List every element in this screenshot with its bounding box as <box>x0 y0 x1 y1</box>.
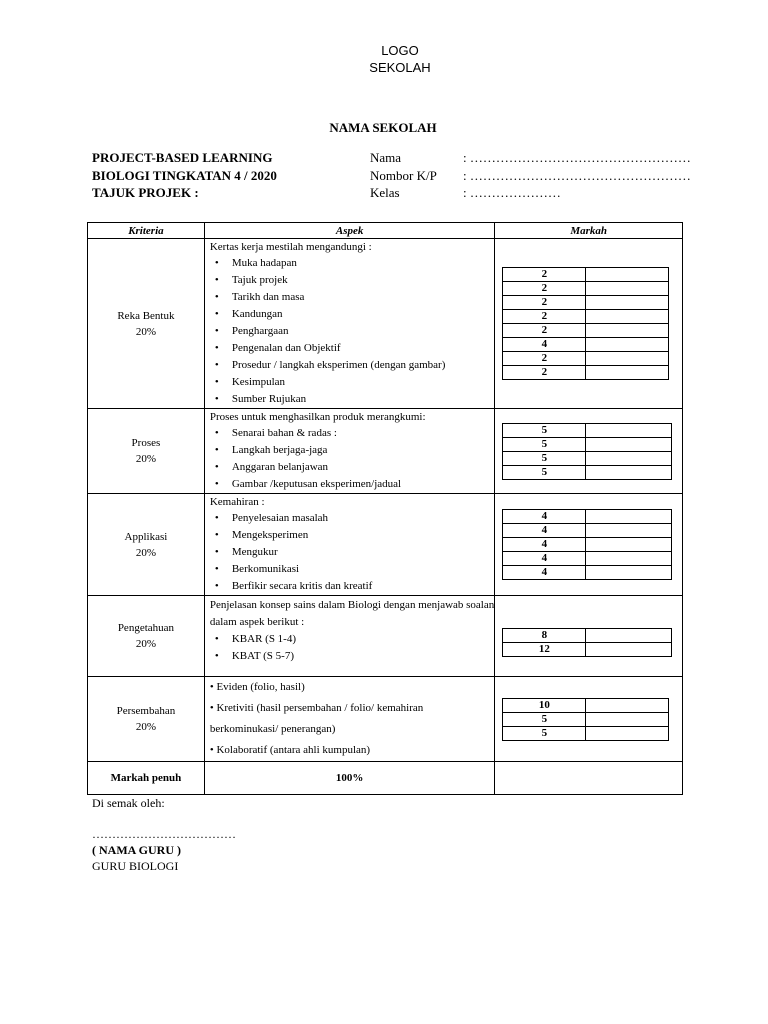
score-box[interactable] <box>586 423 672 437</box>
checked-by-label: Di semak oleh: <box>92 796 165 810</box>
aspect-cell <box>204 239 495 409</box>
score-box[interactable] <box>586 282 669 296</box>
score-box[interactable] <box>586 712 669 726</box>
criterion-cell <box>88 494 205 596</box>
score-box[interactable] <box>586 698 669 712</box>
criterion-cell <box>88 677 205 762</box>
marks-cell <box>495 409 683 494</box>
score-box[interactable] <box>586 628 672 642</box>
total-label: Markah penuh <box>88 762 205 795</box>
aspect-intro: Penjelasan konsep sains dalam Biologi dengan menjawab soalan dalam aspek berikut : <box>209 599 495 628</box>
signature-line: ……………………………… <box>92 827 236 841</box>
aspect-list <box>210 425 495 493</box>
mark-value: 5 <box>503 423 586 437</box>
list-item: • Anggaran belanjawan <box>210 459 495 476</box>
field-label-nama: Nama <box>370 150 402 165</box>
score-box[interactable] <box>586 552 672 566</box>
mark-value: 5 <box>503 437 586 451</box>
score-box[interactable] <box>586 437 672 451</box>
table-row <box>88 596 683 677</box>
total-row <box>88 762 683 795</box>
criterion-percent: 20% <box>135 546 156 559</box>
aspect-intro: Proses untuk menghasilkan produk merangkumi: <box>209 411 426 423</box>
aspect-item: • Kolaboratif (antara ahli kumpulan) <box>209 744 371 756</box>
logo-line-2: SEKOLAH <box>369 60 431 75</box>
table-row <box>88 677 683 762</box>
score-box[interactable] <box>586 642 672 656</box>
score-box[interactable] <box>586 465 672 479</box>
criterion-percent: 20% <box>135 638 156 650</box>
logo-placeholder <box>0 42 768 76</box>
field-value-nombor-kp: : …………………………………………… <box>463 168 691 183</box>
field-label-kelas: Kelas <box>370 185 400 200</box>
list-item: • Mengukur <box>210 544 495 561</box>
mark-value: 4 <box>503 524 586 538</box>
header-title-1: PROJECT-BASED LEARNING <box>92 150 273 165</box>
total-value: 100% <box>204 762 495 795</box>
field-value-nama: : …………………………………………… <box>463 150 691 165</box>
score-box[interactable] <box>586 366 669 380</box>
aspect-cell <box>204 596 495 677</box>
criterion-name: Applikasi <box>124 530 168 543</box>
mark-value: 2 <box>503 282 586 296</box>
list-item: • Berkomunikasi <box>210 561 495 578</box>
list-item: • Penghargaan <box>210 323 495 340</box>
list-item: • Senarai bahan & radas : <box>210 425 495 442</box>
list-item: • Kandungan <box>210 306 495 323</box>
mark-value: 4 <box>503 338 586 352</box>
score-box[interactable] <box>586 566 672 580</box>
score-box[interactable] <box>586 268 669 282</box>
mark-value: 5 <box>503 465 586 479</box>
header-kriteria: Kriteria <box>88 223 205 239</box>
criterion-percent: 20% <box>135 453 156 465</box>
mark-value: 2 <box>503 352 586 366</box>
criterion-name: Proses <box>131 437 161 449</box>
list-item: • Berfikir secara kritis dan kreatif <box>210 578 495 595</box>
aspect-intro: Kemahiran : <box>209 496 265 508</box>
score-box[interactable] <box>586 524 672 538</box>
marks-cell <box>495 677 683 762</box>
mark-value: 5 <box>503 726 586 740</box>
mark-value: 4 <box>503 538 586 552</box>
list-item: • Tajuk projek <box>210 272 495 289</box>
aspect-cell <box>204 494 495 596</box>
list-item: • Pengenalan dan Objektif <box>210 340 495 357</box>
table-header-row <box>88 223 683 239</box>
marks-cell <box>495 494 683 596</box>
mark-value: 2 <box>503 324 586 338</box>
score-box[interactable] <box>586 296 669 310</box>
criterion-name: Reka Bentuk <box>117 309 175 322</box>
list-item: • Tarikh dan masa <box>210 289 495 306</box>
mark-value: 4 <box>503 510 586 524</box>
list-item: • Prosedur / langkah eksperimen (dengan gambar) <box>210 357 495 374</box>
aspect-item: • Eviden (folio, hasil) <box>209 681 305 693</box>
field-label-nombor-kp: Nombor K/P <box>370 168 437 183</box>
mark-value: 2 <box>503 310 586 324</box>
marks-table <box>502 509 672 580</box>
mark-value: 5 <box>503 451 586 465</box>
mark-value: 2 <box>503 296 586 310</box>
mark-value: 4 <box>503 552 586 566</box>
logo-line-1: LOGO <box>381 43 419 58</box>
mark-value: 5 <box>503 712 586 726</box>
table-row <box>88 494 683 596</box>
teacher-title: GURU BIOLOGI <box>92 859 179 873</box>
score-box[interactable] <box>586 338 669 352</box>
mark-value: 2 <box>503 366 586 380</box>
score-box[interactable] <box>586 310 669 324</box>
aspect-cell <box>204 409 495 494</box>
header-aspek: Aspek <box>204 223 495 239</box>
score-box[interactable] <box>586 726 669 740</box>
header-title-3: TAJUK PROJEK : <box>92 185 199 200</box>
marks-cell <box>495 596 683 677</box>
score-box[interactable] <box>586 510 672 524</box>
field-value-kelas: : ………………… <box>463 185 561 200</box>
list-item: • Muka hadapan <box>210 255 495 272</box>
criterion-cell <box>88 596 205 677</box>
header-title-2: BIOLOGI TINGKATAN 4 / 2020 <box>92 168 277 183</box>
teacher-name: ( NAMA GURU ) <box>92 843 181 857</box>
criterion-cell <box>88 239 205 409</box>
marks-table <box>502 423 672 480</box>
aspect-list <box>210 510 495 595</box>
list-item: • Sumber Rujukan <box>210 391 495 408</box>
list-item: • Mengeksperimen <box>210 527 495 544</box>
list-item: • KBAT (S 5-7) <box>210 648 495 665</box>
list-item: • Gambar /keputusan eksperimen/jadual <box>210 476 495 493</box>
criterion-cell <box>88 409 205 494</box>
mark-value: 2 <box>503 268 586 282</box>
criterion-percent: 20% <box>135 325 156 338</box>
score-box[interactable] <box>586 324 669 338</box>
marks-cell <box>495 239 683 409</box>
criterion-percent: 20% <box>135 721 156 733</box>
mark-value: 12 <box>503 642 586 656</box>
header-markah: Markah <box>495 223 683 239</box>
mark-value: 8 <box>503 628 586 642</box>
table-row <box>88 239 683 409</box>
aspect-intro: Kertas kerja mestilah mengandungi : <box>209 241 372 253</box>
aspect-list <box>210 631 495 665</box>
aspect-item: • Kretiviti (hasil persembahan / folio/ kemahiran berkominukasi/ penerangan) <box>209 702 424 735</box>
criterion-name: Persembahan <box>116 705 176 717</box>
rubric-table <box>87 222 683 795</box>
list-item: • Penyelesaian masalah <box>210 510 495 527</box>
criterion-name: Pengetahuan <box>117 622 175 634</box>
marks-table <box>502 698 669 741</box>
list-item: • Langkah berjaga-jaga <box>210 442 495 459</box>
total-score-cell[interactable] <box>495 762 683 795</box>
school-name: NAMA SEKOLAH <box>329 120 437 135</box>
list-item: • KBAR (S 1-4) <box>210 631 495 648</box>
aspect-cell <box>204 677 495 762</box>
marks-table <box>502 628 672 657</box>
mark-value: 10 <box>503 698 586 712</box>
list-item: • Kesimpulan <box>210 374 495 391</box>
aspect-list <box>210 255 495 408</box>
mark-value: 4 <box>503 566 586 580</box>
score-box[interactable] <box>586 538 672 552</box>
score-box[interactable] <box>586 451 672 465</box>
score-box[interactable] <box>586 352 669 366</box>
table-row <box>88 409 683 494</box>
marks-table <box>502 267 669 380</box>
